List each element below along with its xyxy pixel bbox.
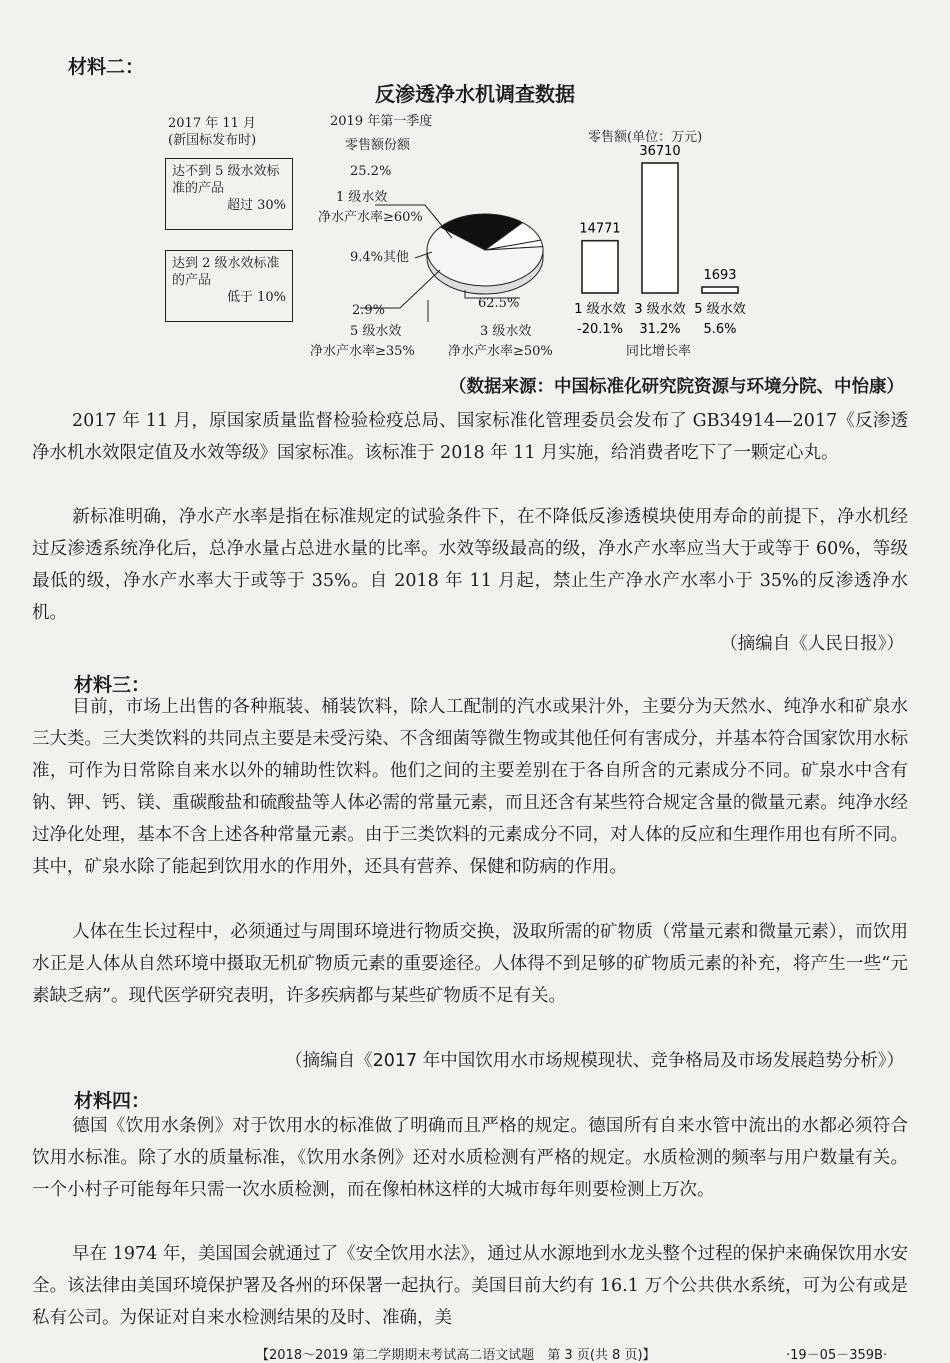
pie-label-level5-pct: 2.9% bbox=[352, 303, 386, 318]
pie-label-level1-rate: 净水产水率≥60% bbox=[318, 210, 423, 225]
bar-category-label-3: 5 级水效 bbox=[694, 302, 746, 317]
bar-growth-value-3: 5.6% bbox=[703, 322, 737, 337]
pie-subtitle: 零售额份额 bbox=[345, 138, 411, 153]
info-box-level5-text: 达不到 5 级水效标准的产品 bbox=[172, 164, 280, 196]
left-date-sub: (新国标发布时) bbox=[168, 133, 257, 148]
info-box-level5-value: 超过 30% bbox=[226, 198, 286, 213]
bar-value-label-2: 36710 bbox=[639, 145, 681, 159]
material3-heading: 材料三： bbox=[74, 674, 151, 696]
material2-source: （摘编自《人民日报》） bbox=[720, 634, 904, 654]
info-box-level2-text: 达到 2 级水效标准的产品 bbox=[172, 256, 280, 288]
bar-unit: 零售额(单位：万元) bbox=[588, 130, 703, 145]
pie-label-level3-name: 3 级水效 bbox=[480, 324, 532, 339]
left-date: 2017 年 11 月 bbox=[168, 116, 257, 131]
bar-chart bbox=[560, 145, 770, 355]
bar-growth-value-2: 31.2% bbox=[639, 322, 681, 337]
material2-para-2 bbox=[32, 501, 908, 629]
material4-para-2-text: 早在 1974 年，美国国会就通过了《安全饮用水法》，通过从水源地到水龙头整个过程的保护来确保饮用水安全。该法律由美国环境保护署及各州的环保署一起执行。美国目前大约有 16.1 万个公共供水系统，可为公有或是私有公司。为保证对自来水检测结果的及时、准确，美 bbox=[32, 1244, 908, 1328]
pie-label-level5-rate: 净水产水率≥35% bbox=[310, 344, 415, 359]
material3-para-1 bbox=[32, 691, 908, 883]
material3-para-1-text: 目前，市场上出售的各种瓶装、桶装饮料，除人工配制的汽水或果汁外，主要分为天然水、纯净水和矿泉水三大类。三大类饮料的共同点主要是未受污染、不含细菌等微生物或其他任何有害成分，并基本符合国家饮用水标准，可作为日常除自来水以外的辅助性饮料。他们之间的主要差别在于各自所含的元素成分不同。矿泉水中含有钠、钾、钙、镁、重碳酸盐和硫酸盐等人体必需的常量元素，而且还含有某些符合规定含量的微量元素。纯净水经过净化处理，基本不含上述各种常量元素。由于三类饮料的元素成分不同，对人体的反应和生理作用也有所不同。其中，矿泉水除了能起到饮用水的作用外，还具有营养、保健和防病的作用。 bbox=[32, 697, 908, 877]
bar-3 bbox=[702, 287, 738, 293]
bar-growth-label: 同比增长率 bbox=[626, 344, 692, 359]
material3-source: （摘编自《2017 年中国饮用水市场规模现状、竞争格局及市场发展趋势分析》） bbox=[285, 1051, 904, 1071]
bar-growth-value-1: -20.1% bbox=[577, 322, 623, 337]
footer-right: ·19－05－359B· bbox=[786, 1348, 888, 1363]
info-box-level2-value: 低于 10% bbox=[226, 290, 286, 305]
pie-label-level1-name: 1 级水效 bbox=[336, 190, 388, 205]
chart-title: 反渗透净水机调查数据 bbox=[375, 82, 575, 106]
material2-heading: 材料二： bbox=[68, 56, 145, 78]
pie-label-other: 9.4%其他 bbox=[350, 250, 410, 265]
material4-para-2 bbox=[32, 1238, 908, 1334]
material2-para-1-text: 2017 年 11 月，原国家质量监督检验检疫总局、国家标准化管理委员会发布了 GB34914—2017《反渗透净水机水效限定值及水效等级》国家标准。该标准于 2018 年 11 月实施，给消费者吃下了一颗定心丸。 bbox=[32, 411, 908, 463]
bar-value-label-1: 14771 bbox=[579, 221, 621, 237]
material4-para-1 bbox=[32, 1110, 908, 1206]
material3-para-2-text: 人体在生长过程中，必须通过与周围环境进行物质交换，汲取所需的矿物质（常量元素和微量元素），而饮用水正是人体从自然环境中摄取无机矿物质元素的重要途径。人体得不到足够的矿物质元素的补充，将产生一些“元素缺乏病”。现代医学研究表明，许多疾病都与某些矿物质不足有关。 bbox=[32, 922, 908, 1006]
material4-para-1-text: 德国《饮用水条例》对于饮用水的标准做了明确而且严格的规定。德国所有自来水管中流出的水都必须符合饮用水标准。除了水的质量标准，《饮用水条例》还对水质检测有严格的规定。水质检测的频率与用户数量有关。一个小村子可能每年只需一次水质检测，而在像柏林这样的大城市每年则要检测上万次。 bbox=[32, 1116, 908, 1200]
pie-period: 2019 年第一季度 bbox=[330, 114, 433, 129]
bar-value-label-3: 1693 bbox=[703, 268, 737, 284]
pie-chart bbox=[300, 150, 590, 365]
info-box-level5 bbox=[165, 158, 293, 230]
material2-para-1 bbox=[32, 405, 908, 469]
bar-1 bbox=[582, 241, 618, 293]
pie-label-level1-pct: 25.2% bbox=[350, 164, 392, 179]
bar-category-label-2: 3 级水效 bbox=[634, 302, 686, 317]
chart-source: （数据来源：中国标准化研究院资源与环境分院、中怡康） bbox=[449, 377, 904, 397]
material3-para-2 bbox=[32, 916, 908, 1012]
pie-label-level5-name: 5 级水效 bbox=[350, 324, 402, 339]
bar-2 bbox=[642, 163, 678, 293]
pie-label-level3-rate: 净水产水率≥50% bbox=[448, 344, 553, 359]
bar-category-label-1: 1 级水效 bbox=[574, 302, 626, 317]
material4-heading: 材料四： bbox=[74, 1090, 151, 1112]
info-box-level2 bbox=[165, 250, 293, 322]
pie-label-level3-pct: 62.5% bbox=[478, 296, 520, 311]
footer-left: 【2018～2019 第二学期期末考试高二语文试题 第 3 页(共 8 页)】 bbox=[256, 1348, 656, 1363]
material2-para-2-text: 新标准明确，净水产水率是指在标准规定的试验条件下，在不降低反渗透模块使用寿命的前提下，净水机经过反渗透系统净化后，总净水量占总进水量的比率。水效等级最高的级，净水产水率应当大于或等于 60%，等级最低的级，净水产水率大于或等于 35%。自 2018 年 11 月起，禁止生产净水产水率小于 35%的反渗透净水机。 bbox=[32, 507, 908, 623]
